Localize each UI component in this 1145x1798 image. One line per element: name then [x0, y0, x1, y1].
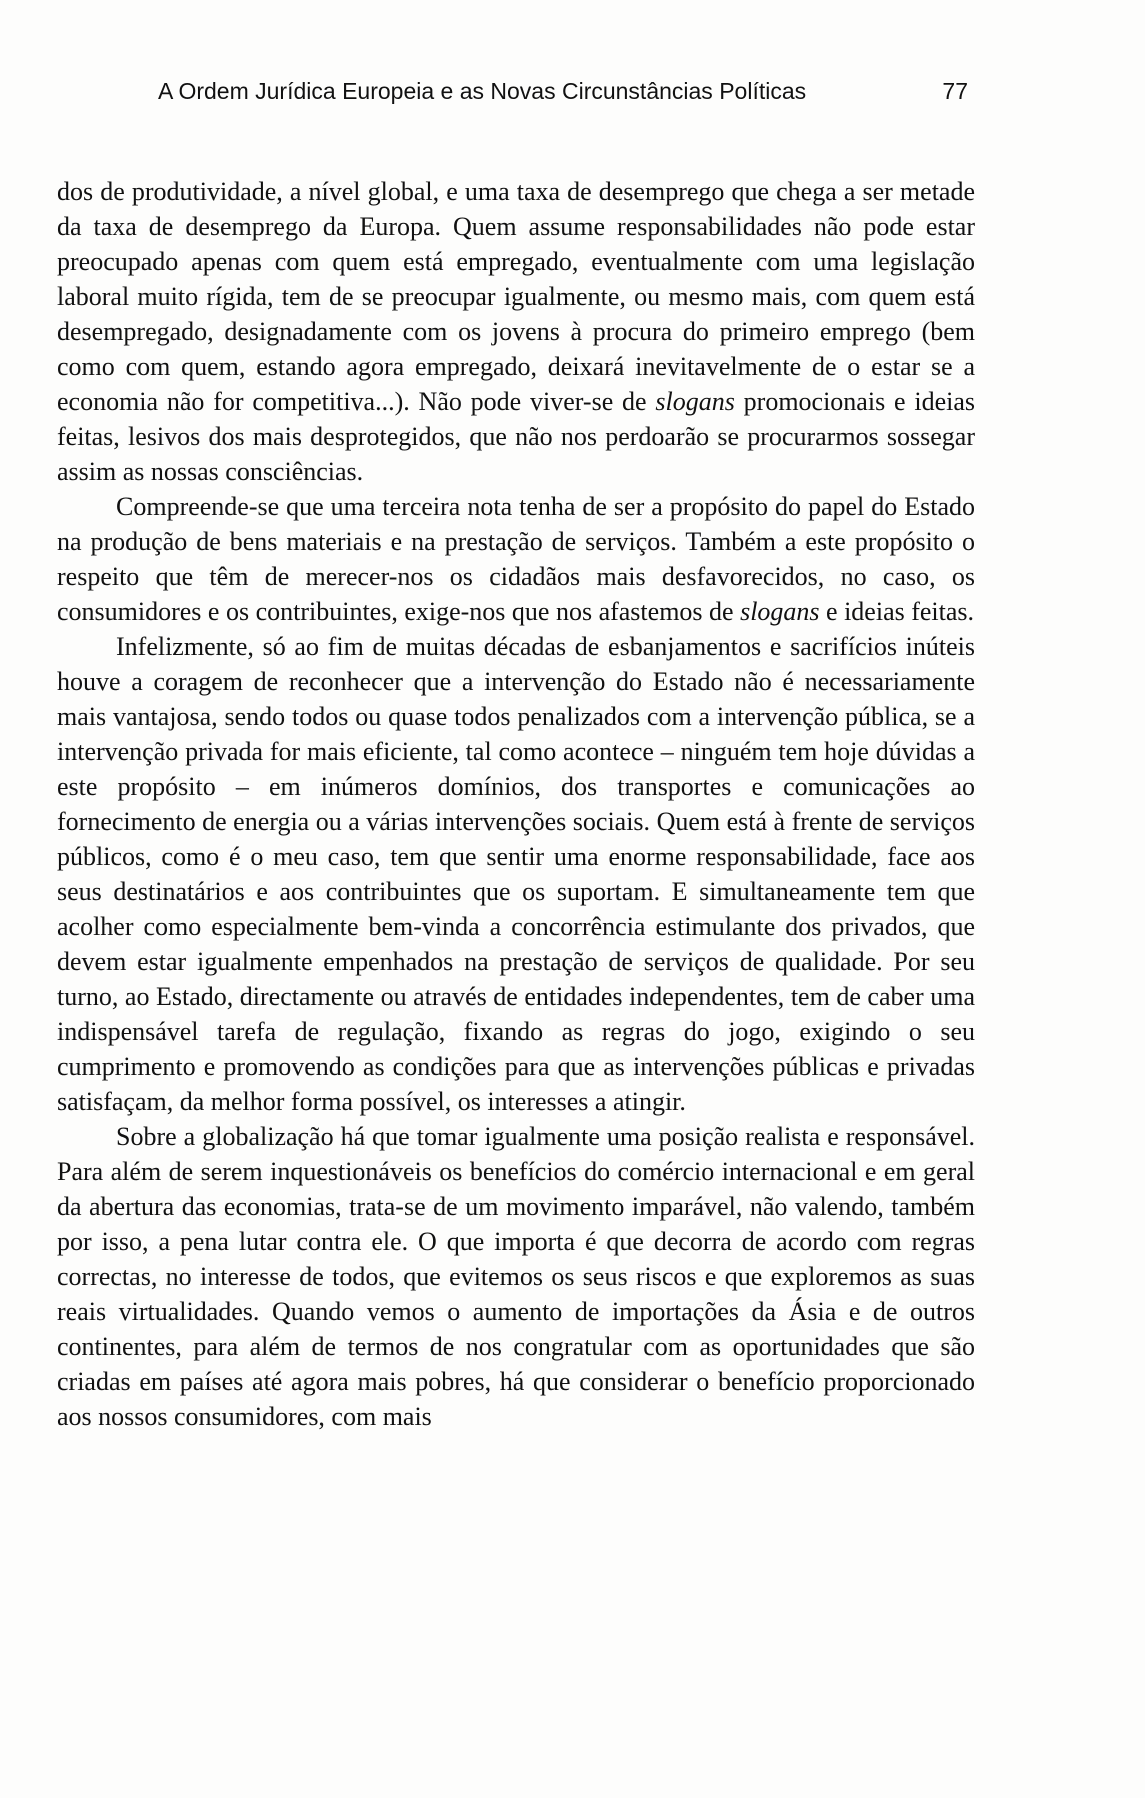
- text-run: Compreende-se que uma terceira nota tenha de ser a propósito do papel do Estado na produção de bens materiais e na prestação de serviços. Também a este propósito o respeito que têm de merecer-nos os cidadãos mais desfavorecidos, no caso, os consumidores e os contribuintes, exige-nos que nos afastemos de: [57, 492, 975, 626]
- body-text: [57, 174, 975, 1434]
- paragraph: [57, 629, 975, 1119]
- paragraph: [57, 1119, 975, 1434]
- text-run: Sobre a globalização há que tomar igualmente uma posição realista e responsável. Para além de serem inquestionáveis os benefícios do comércio internacional e em geral da abertura das economias, trata-se de um movimento imparável, não valendo, também por isso, a pena lutar contra ele. O que importa é que decorra de acordo com regras correctas, no interesse de todos, que evitemos os seus riscos e que exploremos as suas reais virtualidades. Quando vemos o aumento de importações da Ásia e de outros continentes, para além de termos de nos congratular com as oportunidades que são criadas em países até agora mais pobres, há que considerar o benefício proporcionado aos nossos consumidores, com mais: [57, 1122, 975, 1431]
- italic-term: slogans: [740, 597, 820, 626]
- text-run: dos de produtividade, a nível global, e uma taxa de desemprego que chega a ser metade da taxa de desemprego da Europa. Quem assume responsabilidades não pode estar preocupado apenas com quem está empregado, eventualmente com uma legislação laboral muito rígida, tem de se preocupar igualmente, ou mesmo mais, com quem está desempregado, designadamente com os jovens à procura do primeiro emprego (bem como com quem, estando agora empregado, deixará inevitavelmente de o estar se a economia não for competitiva...). Não pode viver-se de: [57, 177, 975, 416]
- running-header-title: A Ordem Jurídica Europeia e as Novas Circunstâncias Políticas: [158, 78, 807, 104]
- text-run: promocionais e ideias feitas, lesivos dos mais desprotegidos, que não nos perdoarão se procurarmos sossegar assim as nossas consciências.: [57, 387, 975, 486]
- paragraph: [57, 489, 975, 629]
- page-number: 77: [942, 78, 968, 104]
- paragraph: [57, 174, 975, 489]
- running-header: [158, 74, 968, 108]
- italic-term: slogans: [655, 387, 735, 416]
- text-run: e ideias feitas.: [819, 597, 975, 626]
- text-run: Infelizmente, só ao fim de muitas décadas de esbanjamentos e sacrifícios inúteis houve a coragem de reconhecer que a intervenção do Estado não é necessariamente mais vantajosa, sendo todos ou quase todos penalizados com a intervenção pública, se a intervenção privada for mais eficiente, tal como acontece – ninguém tem hoje dúvidas a este propósito – em inúmeros domínios, dos transportes e comunicações ao fornecimento de energia ou a várias intervenções sociais. Quem está à frente de serviços públicos, como é o meu caso, tem que sentir uma enorme responsabilidade, face aos seus destinatários e aos contribuintes que os suportam. E simultaneamente tem que acolher como especialmente bem-vinda a concorrência estimulante dos privados, que devem estar igualmente empenhados na prestação de serviços de qualidade. Por seu turno, ao Estado, directamente ou através de entidades independentes, tem de caber uma indispensável tarefa de regulação, fixando as regras do jogo, exigindo o seu cumprimento e promovendo as condições para que as intervenções públicas e privadas satisfaçam, da melhor forma possível, os interesses a atingir.: [57, 632, 975, 1116]
